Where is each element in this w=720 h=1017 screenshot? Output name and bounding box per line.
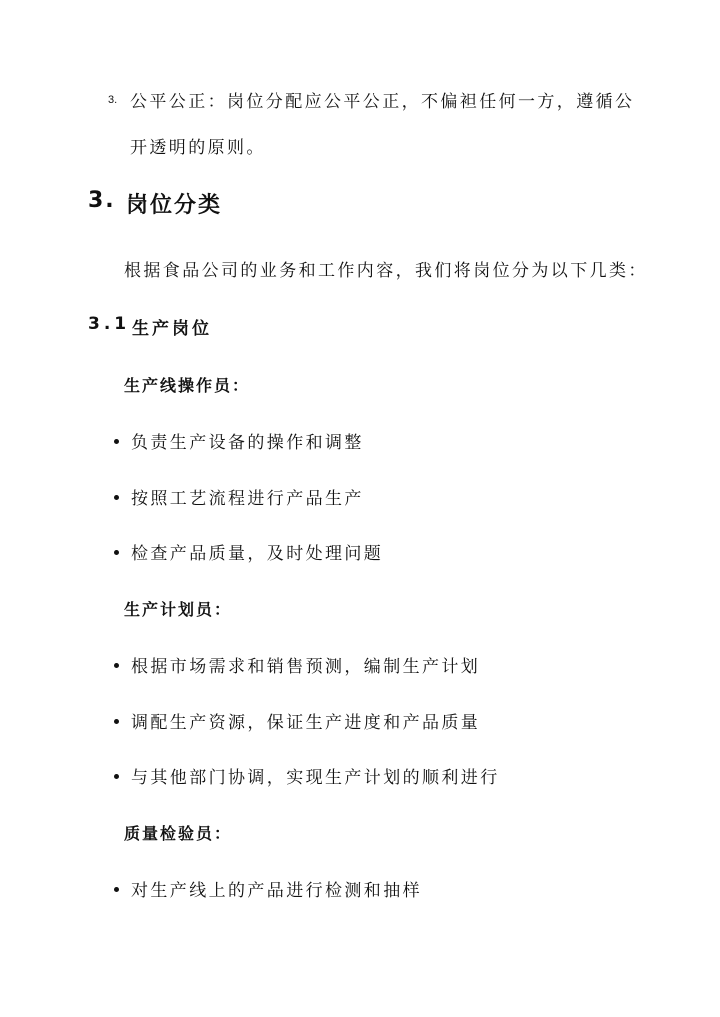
list-item-number: 3. [108, 94, 118, 106]
duty-item: 根据市场需求和销售预测，编制生产计划 [131, 657, 481, 677]
section-intro: 根据食品公司的业务和工作内容，我们将岗位分为以下几类： [124, 261, 648, 281]
section-number: 3. [88, 188, 116, 213]
bullet-icon [114, 495, 119, 500]
duty-item: 检查产品质量，及时处理问题 [131, 544, 384, 564]
role-title: 质量检验员： [124, 824, 233, 843]
subsection-title: 生产岗位 [132, 319, 212, 339]
role-title: 生产线操作员： [124, 376, 251, 395]
section-title: 岗位分类 [126, 193, 223, 218]
duty-item: 按照工艺流程进行产品生产 [131, 489, 364, 509]
duty-item: 对生产线上的产品进行检测和抽样 [131, 881, 422, 901]
bullet-icon [114, 550, 119, 555]
role-title: 生产计划员： [124, 600, 233, 619]
bullet-icon [114, 439, 119, 444]
duty-item: 与其他部门协调，实现生产计划的顺利进行 [131, 768, 500, 788]
bullet-icon [114, 663, 119, 668]
list-item-text-line-1: 公平公正：岗位分配应公平公正，不偏袒任何一方，遵循公 [130, 92, 635, 112]
bullet-icon [114, 719, 119, 724]
subsection-number: 3.1 [88, 314, 131, 334]
duty-item: 调配生产资源，保证生产进度和产品质量 [131, 713, 481, 733]
bullet-icon [114, 887, 119, 892]
duty-item: 负责生产设备的操作和调整 [131, 433, 364, 453]
bullet-icon [114, 774, 119, 779]
list-item-text-line-2: 开透明的原则。 [130, 138, 266, 158]
